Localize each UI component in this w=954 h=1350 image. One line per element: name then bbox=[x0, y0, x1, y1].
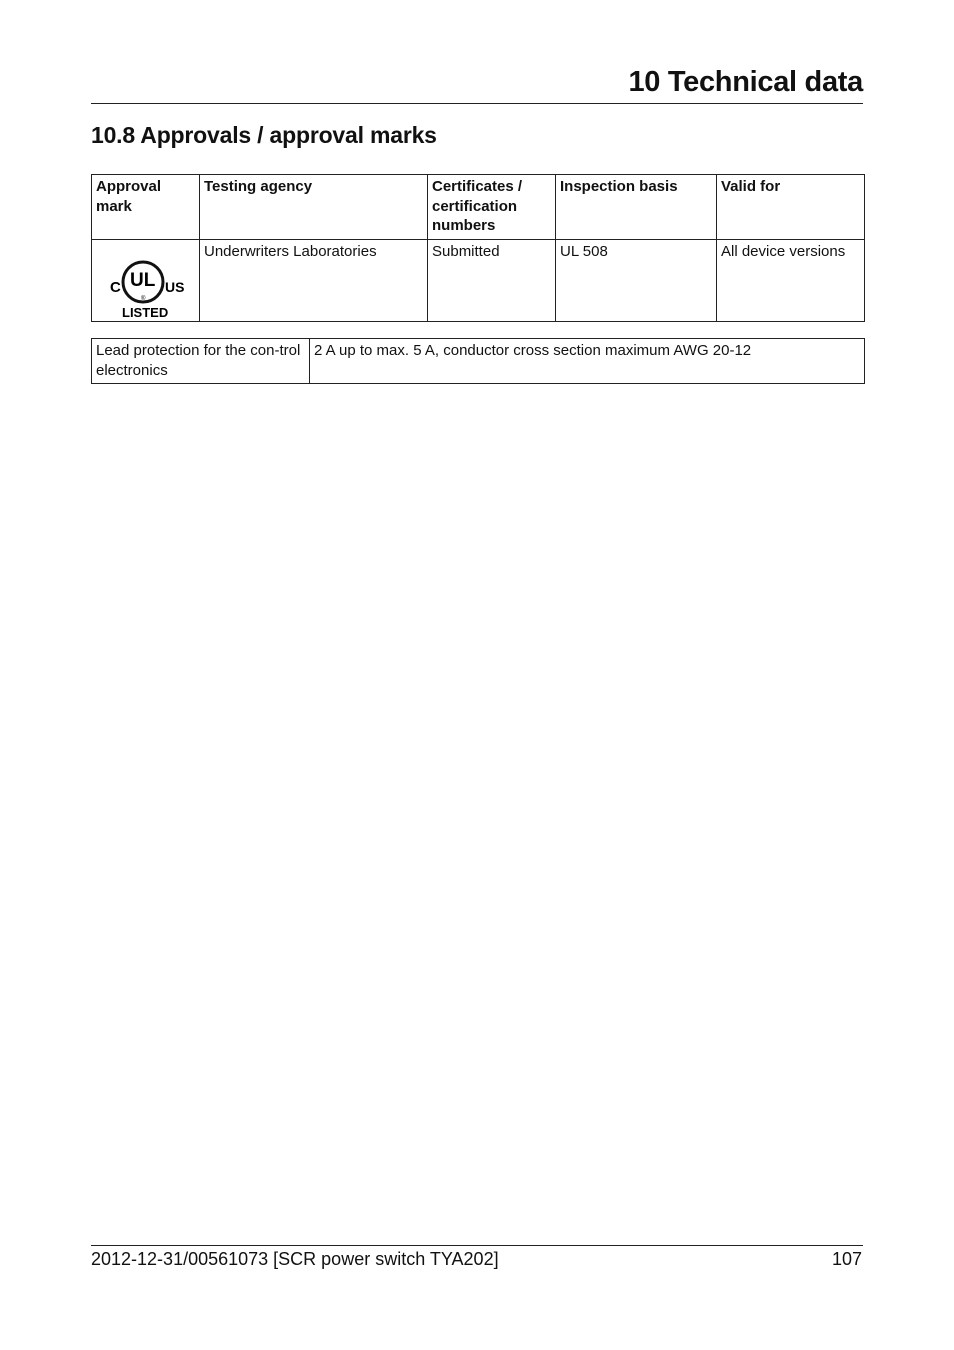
certificates-cell: Submitted bbox=[428, 239, 556, 321]
inspection-basis-cell: UL 508 bbox=[556, 239, 717, 321]
approval-mark-cell bbox=[92, 239, 200, 321]
valid-for-cell: All device versions bbox=[717, 239, 865, 321]
lead-protection-table bbox=[91, 338, 865, 384]
header-inspection-basis: Inspection basis bbox=[556, 175, 717, 240]
testing-agency-cell: Underwriters Laboratories bbox=[200, 239, 428, 321]
header-divider bbox=[91, 103, 863, 104]
ul-listed-text: LISTED bbox=[122, 304, 169, 318]
ul-letters-text: UL bbox=[130, 269, 156, 291]
lead-protection-label: Lead protection for the con-trol electronics bbox=[92, 339, 310, 384]
ul-registered-text: ® bbox=[141, 295, 146, 302]
ul-c-text: C bbox=[110, 278, 121, 296]
table-row bbox=[92, 239, 865, 321]
section-title: 10.8 Approvals / approval marks bbox=[91, 122, 437, 148]
header-approval-mark: Approval mark bbox=[92, 175, 200, 240]
table-header-row bbox=[92, 175, 865, 240]
ul-listed-logo bbox=[104, 250, 184, 318]
footer-divider bbox=[91, 1245, 863, 1246]
header-certificates: Certificates / certification numbers bbox=[428, 175, 556, 240]
approvals-table bbox=[91, 174, 865, 322]
table-row bbox=[92, 339, 865, 384]
chapter-title: 10 Technical data bbox=[628, 66, 863, 98]
lead-protection-value: 2 A up to max. 5 A, conductor cross section maximum AWG 20-12 bbox=[310, 339, 865, 384]
header-valid-for: Valid for bbox=[717, 175, 865, 240]
footer-doc-info: 2012-12-31/00561073 [SCR power switch TYA202] bbox=[91, 1249, 499, 1269]
ul-us-text: US bbox=[165, 278, 184, 295]
page-number: 107 bbox=[831, 1249, 862, 1269]
header-testing-agency: Testing agency bbox=[200, 175, 428, 240]
